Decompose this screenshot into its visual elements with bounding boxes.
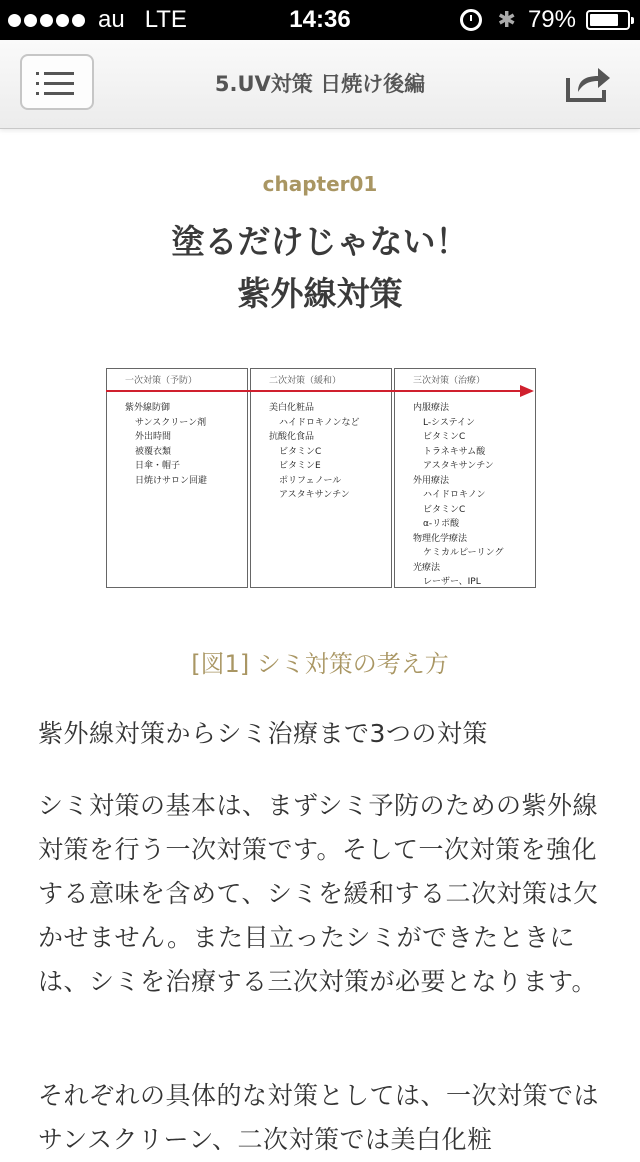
battery-percent: 79%	[527, 6, 576, 33]
figure-caption: [図1] シミ対策の考え方	[191, 650, 449, 678]
figure-item: ビタミンC	[423, 504, 466, 515]
status-bar	[0, 0, 640, 40]
share-icon	[564, 64, 612, 104]
arrow-right-icon	[520, 385, 534, 397]
figure-item: ビタミンE	[279, 461, 321, 471]
figure-item: アスタキサンチン	[279, 490, 350, 500]
figure-item: 物理化学療法	[413, 533, 468, 544]
article-heading	[0, 216, 640, 320]
figure-item: 日焼けサロン回避	[135, 475, 208, 486]
paragraph: 紫外線対策からシミ治療まで3つの対策	[38, 719, 488, 748]
figure-item: サンスクリーン剤	[135, 417, 207, 428]
figure-column-items	[413, 401, 503, 590]
figure-column-title: 一次対策（予防）	[125, 376, 198, 386]
paragraph: それぞれの具体的な対策としては、一次対策ではサンスクリーン、二次対策では美白化粧	[38, 1081, 600, 1154]
status-right	[460, 0, 630, 40]
page-title: 5.UV対策 日焼け後編	[214, 72, 426, 96]
figure-item: レーザー、IPL	[423, 577, 481, 587]
figure-item: 被覆衣類	[135, 446, 172, 457]
figure-column-primary	[106, 368, 248, 588]
figure-item: 抗酸化食品	[269, 432, 315, 442]
figure-item: 日傘・帽子	[135, 461, 181, 471]
figure-column-items	[269, 401, 359, 503]
battery-icon	[586, 10, 630, 30]
figure-item: ハイドロキノンなど	[279, 417, 360, 428]
figure-column-tertiary	[394, 368, 536, 588]
figure-item: トラネキサム酸	[423, 446, 486, 457]
figure-item: α-リポ酸	[423, 519, 460, 529]
figure-item: ビタミンC	[423, 432, 466, 442]
network-type: LTE	[144, 6, 187, 33]
figure-item: 光療法	[413, 562, 441, 573]
figure-item: 外出時間	[135, 432, 172, 442]
figure-item: ポリフェノール	[279, 475, 342, 486]
navigation-bar	[0, 40, 640, 129]
menu-button[interactable]	[20, 54, 94, 110]
figure-item: L-システイン	[423, 417, 476, 428]
figure-item: ケミカルピーリング	[423, 548, 504, 558]
figure-item: アスタキサンチン	[423, 461, 494, 471]
bluetooth-icon: ✱	[497, 7, 516, 32]
heading-line-2: 紫外線対策	[237, 274, 403, 313]
figure-item: ハイドロキノン	[423, 490, 486, 500]
battery-level	[590, 14, 618, 26]
figure-column-title: 二次対策（緩和）	[269, 376, 342, 386]
clock: 14:36	[289, 6, 351, 33]
alarm-icon	[460, 9, 482, 31]
figure-item: 内服療法	[413, 403, 450, 413]
figure-item: 外用療法	[413, 475, 450, 486]
figure-item: 紫外線防御	[125, 403, 171, 413]
uv-countermeasure-figure	[106, 368, 536, 590]
figure-item: ビタミンC	[279, 446, 322, 457]
carrier-name: au	[98, 6, 125, 33]
figure-item: 美白化粧品	[269, 403, 315, 413]
figure-column-title: 三次対策（治療）	[413, 376, 486, 386]
share-button[interactable]	[564, 64, 612, 104]
paragraph: シミ対策の基本は、まずシミ予防のための紫外線対策を行う一次対策です。そして一次対策を強化する意味を含めて、シミを緩和する二次対策は欠かせません。また目立ったシミができたときには、シミを治療する三次対策が必要となります。	[38, 791, 599, 996]
heading-line-1: 塗るだけじゃない！	[171, 222, 469, 261]
chapter-label: chapter01	[262, 172, 378, 196]
figure-column-secondary	[250, 368, 392, 588]
progression-arrow-line	[106, 390, 522, 392]
figure-column-items	[125, 401, 207, 488]
